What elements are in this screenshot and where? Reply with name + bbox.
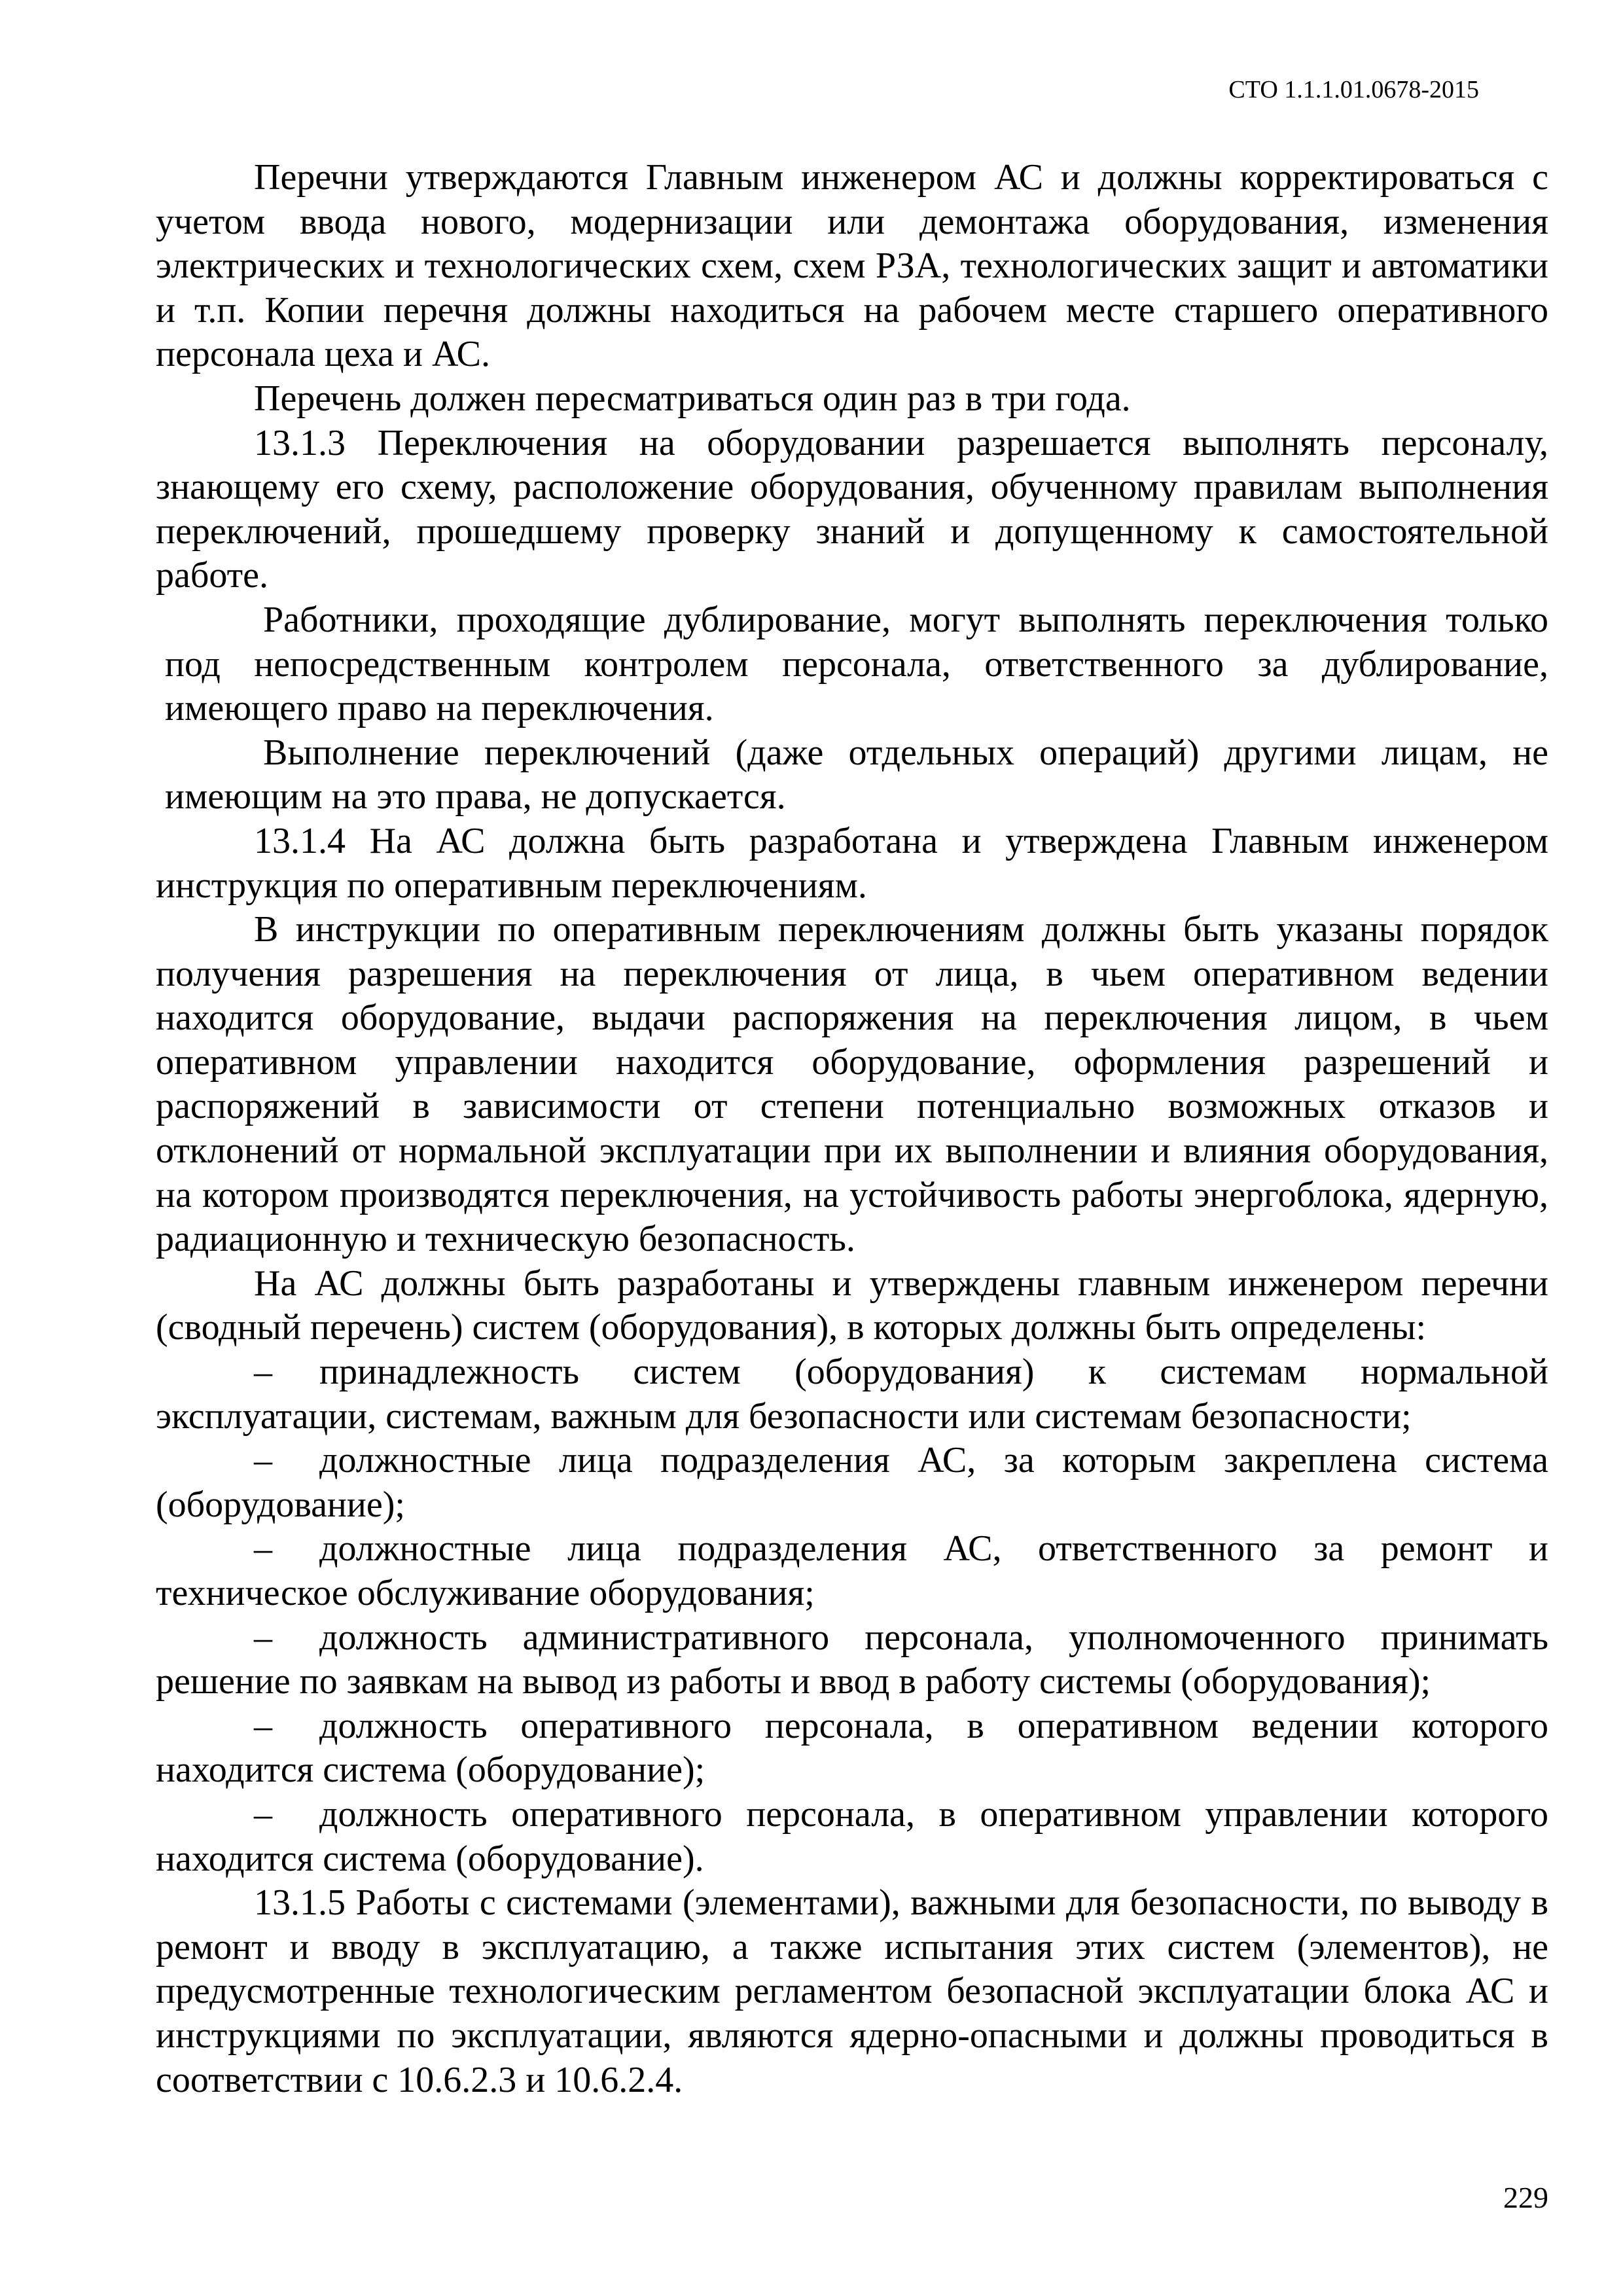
paragraph-unauthorized: Выполнение переключений (даже отдельных операций) другими лицам, не имеющим на это права, не допускается. <box>165 732 1548 817</box>
list-item-text: должность административного персонала, уполномоченного принимать решение по заявкам на вывод из работы и ввод в работу системы (оборудования); <box>156 1617 1548 1702</box>
dash-marker: – <box>254 1440 272 1481</box>
dash-list <box>156 1350 1548 1881</box>
list-item <box>156 1439 1548 1527</box>
list-item <box>156 1616 1548 1704</box>
paragraph-instruction-content: В инструкции по оперативным переключениям должны быть указаны порядок получения разрешения на переключения от лица, в чьем оперативном ведении находится оборудование, выдачи распоряжения на переключения лицом, в чьем оперативном управлении находится оборудование, оформления разрешений и распоряжений в зависимости от степени потенциально возможных отказов и отклонений от нормальной эксплуатации при их выполнении и влияния оборудования, на котором производятся переключения, на устойчивость работы энергоблока, ядерную, радиационную и техническую безопасность. <box>156 909 1548 1260</box>
paragraph-13-1-4: 13.1.4 На АС должна быть разработана и утверждена Главным инженером инструкция по оперативным переключениям. <box>156 820 1548 906</box>
dash-marker: – <box>254 1617 272 1658</box>
paragraph-lists-approval: Перечни утверждаются Главным инженером АС и должны корректироваться с учетом ввода нового, модернизации или демонтажа оборудования, изменения электрических и технологических схем, схем РЗА, технологических защит и автоматики и т.п. Копии перечня должны находиться на рабочем месте старшего оперативного персонала цеха и АС. <box>156 157 1548 375</box>
list-item <box>156 1793 1548 1881</box>
dash-marker: – <box>254 1528 272 1570</box>
paragraph-understudy: Работники, проходящие дублирование, могут выполнять переключения только под непосредственным контролем персонала, ответственного за дублирование, имеющего право на переключения. <box>165 599 1548 729</box>
list-item-text: должностные лица подразделения АС, ответственного за ремонт и техническое обслуживание оборудования; <box>156 1528 1548 1613</box>
page-number: 229 <box>1503 2181 1548 2214</box>
list-item-text: должность оперативного персонала, в оперативном ведении которого находится система (оборудование); <box>156 1705 1548 1791</box>
dash-marker: – <box>254 1705 272 1746</box>
dash-marker: – <box>254 1793 272 1835</box>
document-code: СТО 1.1.1.01.0678-2015 <box>1228 76 1479 103</box>
body-text <box>156 156 1548 2102</box>
paragraph-13-1-5: 13.1.5 Работы с системами (элементами), важными для безопасности, по выводу в ремонт и вводу в эксплуатацию, а также испытания этих систем (элементов), не предусмотренные технологическим регламентом безопасной эксплуатации блока АС и инструкциями по эксплуатации, являются ядерно-опасными и должны проводиться в соответствии с 10.6.2.3 и 10.6.2.4. <box>156 1882 1548 2100</box>
paragraph-system-lists: На АС должны быть разработаны и утверждены главным инженером перечни (сводный перечень) систем (оборудования), в которых должны быть определены: <box>156 1263 1548 1348</box>
list-item-text: должность оперативного персонала, в оперативном управлении которого находится система (оборудование). <box>156 1793 1548 1879</box>
list-item-text: должностные лица подразделения АС, за которым закреплена система (оборудование); <box>156 1440 1548 1525</box>
list-item <box>156 1350 1548 1439</box>
list-item-text: принадлежность систем (оборудования) к системам нормальной эксплуатации, системам, важным для безопасности или системам безопасности; <box>156 1352 1548 1437</box>
paragraph-13-1-3: 13.1.3 Переключения на оборудовании разрешается выполнять персоналу, знающему его схему, расположение оборудования, обученному правилам выполнения переключений, прошедшему проверку знаний и допущенному к самостоятельной работе. <box>156 422 1548 596</box>
list-item <box>156 1527 1548 1615</box>
list-item <box>156 1704 1548 1793</box>
dash-marker: – <box>254 1352 272 1393</box>
paragraph-review-period: Перечень должен пересматриваться один раз в три года. <box>254 378 1131 419</box>
